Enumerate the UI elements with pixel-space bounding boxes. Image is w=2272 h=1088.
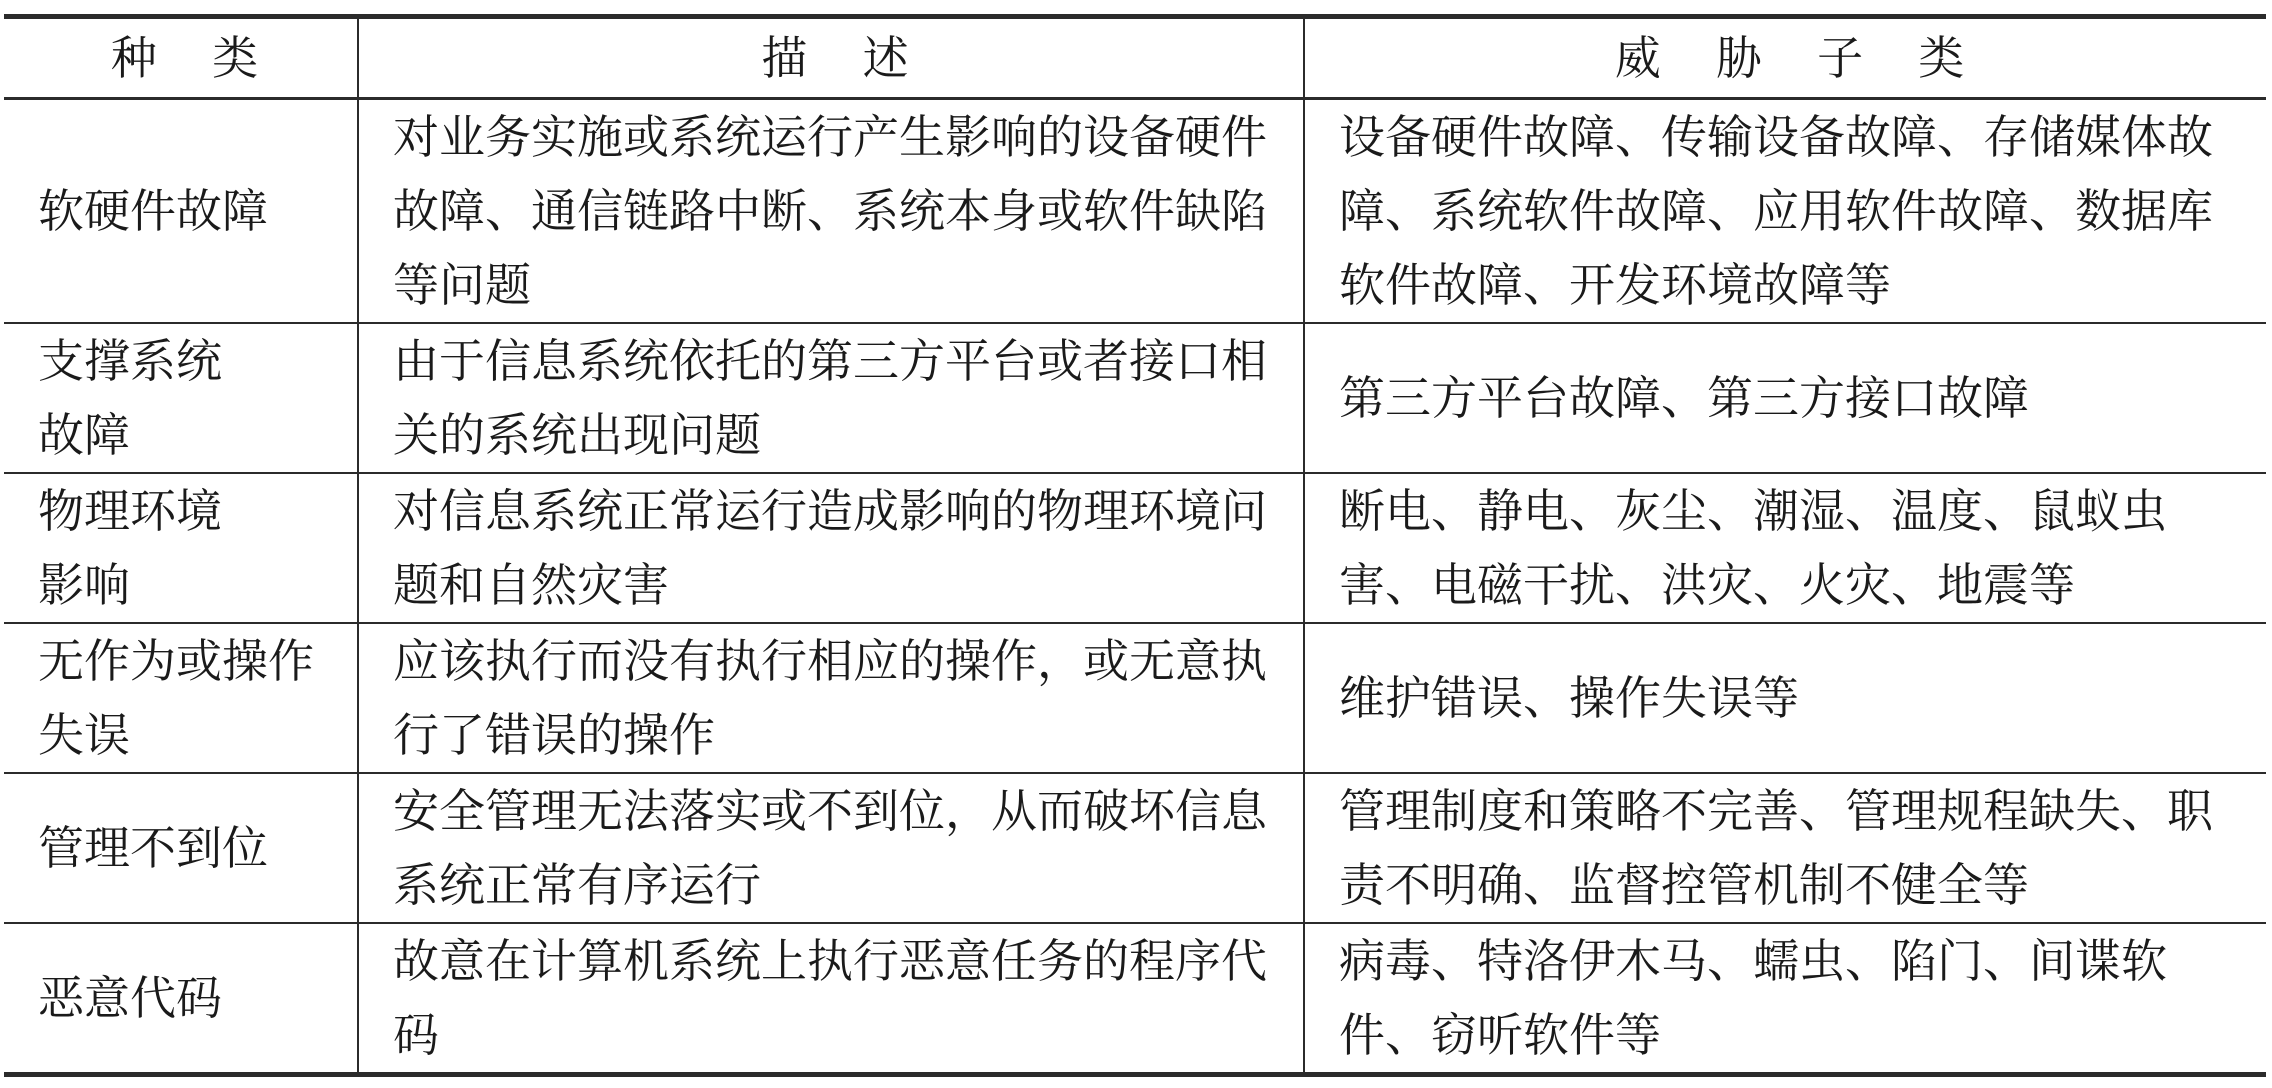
- row-category: 管理不到位: [4, 773, 358, 923]
- table-row: [4, 623, 2266, 773]
- header-description: 描 述: [358, 17, 1304, 99]
- row-description: 由于信息系统依托的第三方平台或者接口相关的系统出现问题: [358, 323, 1304, 473]
- row-subtypes: 断电、静电、灰尘、潮湿、温度、鼠蚁虫害、电磁干扰、洪灾、火灾、地震等: [1304, 473, 2266, 623]
- row-subtypes: 病毒、特洛伊木马、蠕虫、陷门、间谍软件、窃听软件等: [1304, 923, 2266, 1075]
- row-subtypes: 第三方平台故障、第三方接口故障: [1304, 323, 2266, 473]
- row-category: 支撑系统故障: [4, 323, 358, 473]
- table-row: [4, 923, 2266, 1075]
- row-subtypes: 设备硬件故障、传输设备故障、存储媒体故障、系统软件故障、应用软件故障、数据库软件故障、开发环境故障等: [1304, 99, 2266, 324]
- row-description: 对信息系统正常运行造成影响的物理环境问题和自然灾害: [358, 473, 1304, 623]
- row-subtypes: 维护错误、操作失误等: [1304, 623, 2266, 773]
- table-row: [4, 473, 2266, 623]
- threat-classification-table: [4, 14, 2266, 1077]
- row-category: 软硬件故障: [4, 99, 358, 324]
- table-row: [4, 773, 2266, 923]
- table-row: [4, 323, 2266, 473]
- row-description: 安全管理无法落实或不到位，从而破坏信息系统正常有序运行: [358, 773, 1304, 923]
- row-category: 无作为或操作失误: [4, 623, 358, 773]
- header-row: [4, 17, 2266, 99]
- row-subtypes: 管理制度和策略不完善、管理规程缺失、职责不明确、监督控管机制不健全等: [1304, 773, 2266, 923]
- row-description: 故意在计算机系统上执行恶意任务的程序代码: [358, 923, 1304, 1075]
- row-description: 应该执行而没有执行相应的操作，或无意执行了错误的操作: [358, 623, 1304, 773]
- row-category: 恶意代码: [4, 923, 358, 1075]
- row-category: 物理环境影响: [4, 473, 358, 623]
- row-description: 对业务实施或系统运行产生影响的设备硬件故障、通信链路中断、系统本身或软件缺陷等问题: [358, 99, 1304, 324]
- table-row: [4, 99, 2266, 324]
- header-category: 种 类: [4, 17, 358, 99]
- threat-classification-table-wrapper: [4, 14, 2266, 1077]
- header-subtypes: 威 胁 子 类: [1304, 17, 2266, 99]
